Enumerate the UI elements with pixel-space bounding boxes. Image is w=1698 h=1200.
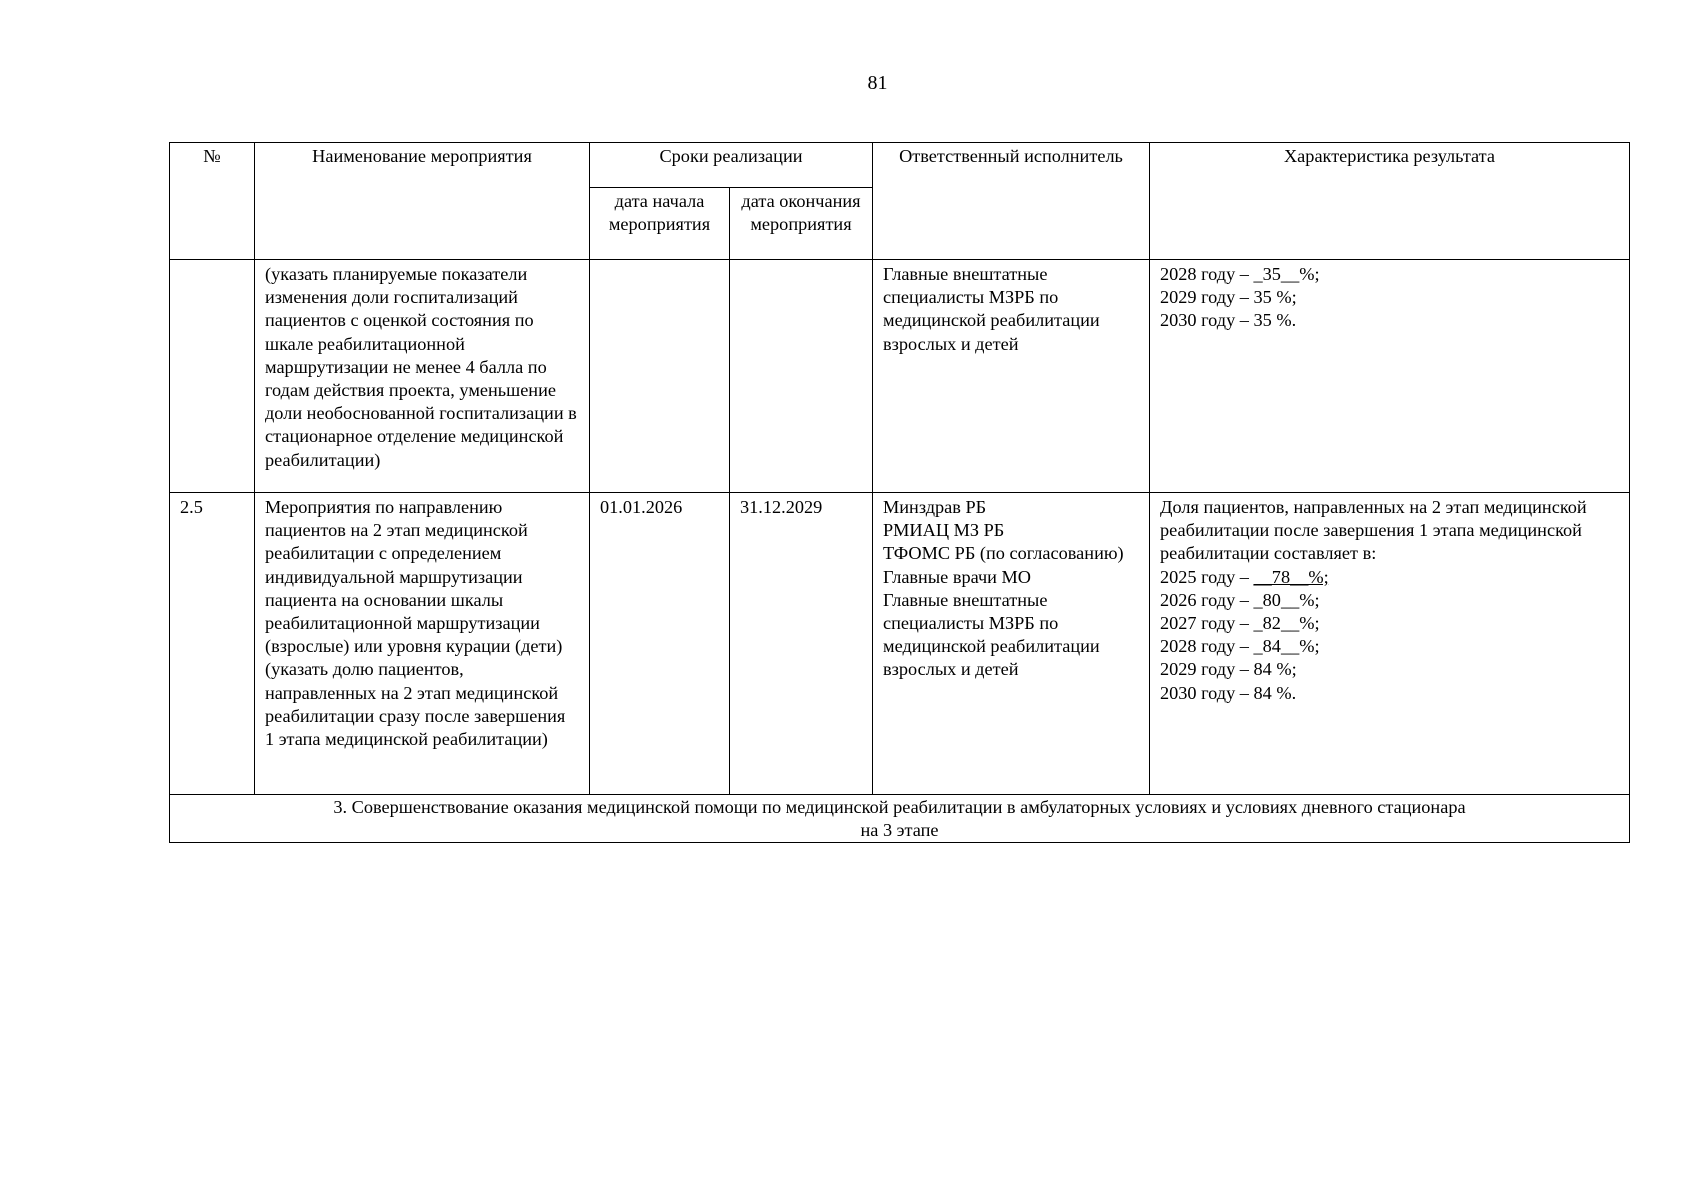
row-num: [170, 260, 255, 493]
result-line: 2029 году – 35 %;: [1160, 287, 1297, 308]
row-result: [1150, 260, 1630, 493]
row-result: [1150, 493, 1630, 795]
result-year: 2027 году –: [1160, 613, 1254, 634]
result-value: _82__%;: [1253, 613, 1320, 634]
result-line: [1160, 682, 1619, 705]
result-value: _80__%;: [1253, 589, 1320, 610]
header-num: №: [170, 143, 255, 260]
header-start-date: дата начала мероприятия: [590, 188, 730, 260]
section-heading-line: на 3 этапе: [860, 820, 939, 841]
result-line: 2030 году – 35 %.: [1160, 310, 1297, 331]
row-end-date: 31.12.2029: [730, 493, 873, 795]
result-line: [1160, 589, 1619, 612]
section-heading: [170, 795, 1630, 843]
header-period: Сроки реализации: [590, 143, 873, 188]
responsible-line: Минздрав РБ: [883, 497, 987, 517]
row-name: (указать планируемые показатели изменения доли госпитализаций пациентов с оценкой состояния по шкале реабилитационной маршрутизации не менее 4 балла по годам действия проекта, уменьшение доли необоснованной госпитализации в стационарное отделение медицинской реабилитации): [255, 260, 590, 493]
header-responsible: Ответственный исполнитель: [873, 143, 1150, 260]
row-name: Мероприятия по направлению пациентов на 2 этап медицинской реабилитации с определением индивидуальной маршрутизации пациента на основании шкалы реабилитационной маршрутизации (взрослые) или уровня курации (дети) (указать долю пациентов, направленных на 2 этап медицинской реабилитации сразу после завершения 1 этапа медицинской реабилитации): [255, 493, 590, 795]
result-year: 2029 году – 84 %;: [1160, 659, 1297, 680]
result-line: 2028 году – _35__%;: [1160, 264, 1320, 284]
responsible-line: РМИАЦ МЗ РБ: [883, 520, 1005, 541]
responsible-line: Главные врачи МО: [883, 566, 1031, 587]
result-line: [1160, 566, 1619, 589]
row-responsible: Главные внештатные специалисты МЗРБ по медицинской реабилитации взрослых и детей: [873, 260, 1150, 493]
header-name: Наименование мероприятия: [255, 143, 590, 260]
table-row: [170, 493, 1630, 795]
row-num: 2.5: [170, 493, 255, 795]
result-year: 2030 году – 84 %.: [1160, 682, 1297, 703]
result-line: [1160, 612, 1619, 635]
page-number: 81: [867, 72, 888, 94]
row-responsible: [873, 493, 1150, 795]
result-line: [1160, 635, 1619, 658]
header-result: Характеристика результата: [1150, 143, 1630, 260]
result-intro: Доля пациентов, направленных на 2 этап медицинской реабилитации после завершения 1 этапа медицинской реабилитации составляет в:: [1160, 497, 1587, 564]
result-value: _84__%;: [1253, 636, 1320, 657]
responsible-line: Главные внештатные специалисты МЗРБ по медицинской реабилитации взрослых и детей: [883, 589, 1100, 680]
row-start-date: [590, 260, 730, 493]
row-start-date: 01.01.2026: [590, 493, 730, 795]
responsible-line: ТФОМС РБ (по согласованию): [883, 543, 1124, 564]
section-row: [170, 795, 1630, 843]
header-end-date: дата окончания мероприятия: [730, 188, 873, 260]
section-heading-line: 3. Совершенствование оказания медицинской помощи по медицинской реабилитации в амбулаторных условиях и условиях дневного стационара: [333, 797, 1466, 817]
row-end-date: [730, 260, 873, 493]
result-year: 2025 году –: [1160, 566, 1254, 587]
result-line: [1160, 658, 1619, 681]
result-year: 2026 году –: [1160, 589, 1254, 610]
measures-table: [169, 142, 1630, 843]
table-row: [170, 260, 1630, 493]
result-year: 2028 году –: [1160, 636, 1254, 657]
result-value: __78__%;: [1253, 566, 1329, 587]
